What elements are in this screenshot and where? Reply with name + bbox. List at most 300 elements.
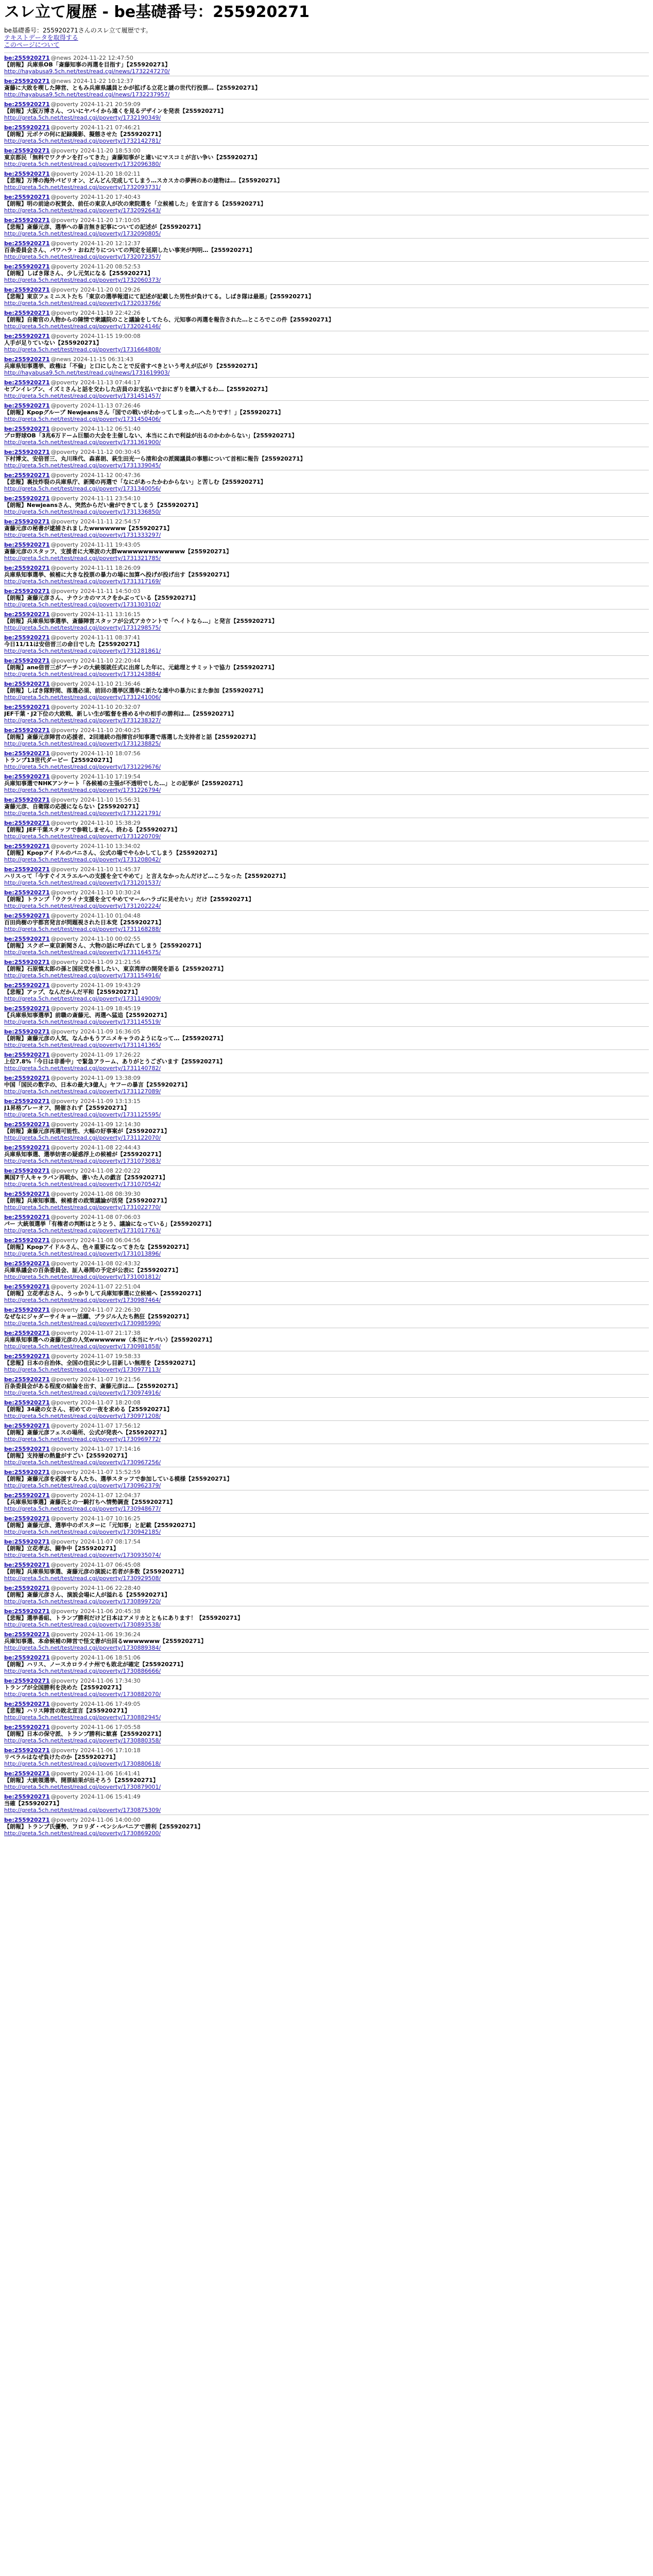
thread-title: 【朗報】34歳の女さん、初めての一夜を求める【255920271】: [4, 1406, 173, 1413]
be-id-link[interactable]: be:255920271: [4, 1469, 50, 1476]
be-id-link[interactable]: be:255920271: [4, 518, 50, 525]
be-id-link[interactable]: be:255920271: [4, 1237, 50, 1244]
be-id-link[interactable]: be:255920271: [4, 1446, 50, 1452]
thread-url-link[interactable]: http://greta.5ch.net/test/read.cgi/poverty/1730942185/: [4, 1529, 161, 1535]
be-id-link[interactable]: be:255920271: [4, 1770, 50, 1777]
thread-title: 兵庫県知事選、選挙妨害の疑惑浮上の候補が【255920271】: [4, 1151, 164, 1158]
be-id-link[interactable]: be:255920271: [4, 773, 50, 780]
entry-header: [4, 1631, 649, 1638]
thread-url-link[interactable]: http://greta.5ch.net/test/read.cgi/poverty/1730899720/: [4, 1598, 161, 1605]
post-date: 2024-11-10 20:40:25: [80, 727, 141, 734]
be-id-link[interactable]: be:255920271: [4, 1283, 50, 1290]
thread-title: 人手が足りていない【255920271】: [4, 340, 102, 346]
list-item: [4, 1444, 649, 1467]
list-item: [4, 261, 649, 284]
be-id-link[interactable]: be:255920271: [4, 1654, 50, 1661]
be-id-link[interactable]: be:255920271: [4, 588, 50, 595]
be-id-link[interactable]: be:255920271: [4, 750, 50, 757]
thread-url-link[interactable]: http://greta.5ch.net/test/read.cgi/poverty/1731336850/: [4, 509, 161, 515]
thread-title: 興国7千人キャラバン再戦か、書いた人の戯言【255920271】: [4, 1174, 168, 1181]
be-id-link[interactable]: be:255920271: [4, 1562, 50, 1568]
thread-url-link[interactable]: http://greta.5ch.net/test/read.cgi/poverty/1731220709/: [4, 833, 161, 840]
thread-url-link[interactable]: http://greta.5ch.net/test/read.cgi/poverty/1732190349/: [4, 114, 161, 121]
thread-title: 【朗報】しばき隊野間、落選必須、前回の選挙区選挙に新たな連中の暴力にまた参加【255920271】: [4, 687, 266, 694]
thread-url-link[interactable]: http://greta.5ch.net/test/read.cgi/poverty/1731229676/: [4, 764, 161, 770]
be-id-link[interactable]: be:255920271: [4, 263, 50, 270]
list-item: [4, 122, 649, 145]
be-id-link[interactable]: be:255920271: [4, 982, 50, 989]
thread-list: [4, 53, 649, 1838]
board-name: @poverty: [50, 1677, 78, 1684]
post-date: 2024-11-20 08:52:53: [80, 263, 141, 270]
list-item: [4, 1768, 649, 1791]
list-item: [4, 1351, 649, 1374]
be-id-link[interactable]: be:255920271: [4, 1330, 50, 1336]
thread-url-link[interactable]: http://greta.5ch.net/test/read.cgi/poverty/1730971208/: [4, 1413, 161, 1419]
list-item: [4, 1467, 649, 1490]
thread-title: 【朗報】石原慎太郎の孫と国民党を推したい、東京湾岸の開発を語る【255920271】: [4, 965, 227, 972]
entry-header: [4, 1446, 649, 1452]
thread-title: 【朗報】元ボケの何に記録撮影、擬態させた【255920271】: [4, 131, 164, 138]
thread-url-link[interactable]: http://greta.5ch.net/test/read.cgi/poverty/1731073083/: [4, 1158, 161, 1164]
thread-url-link[interactable]: http://greta.5ch.net/test/read.cgi/poverty/1731317169/: [4, 578, 161, 585]
thread-title: 兵庫知事選、本命候補の陣営で怪文書が出回るwwwwwww【255920271】: [4, 1638, 207, 1645]
be-id-link[interactable]: be:255920271: [4, 1399, 50, 1406]
be-id-link[interactable]: be:255920271: [4, 727, 50, 734]
post-date: 2024-11-07 17:14:16: [80, 1446, 141, 1452]
board-name: @poverty: [50, 843, 78, 850]
thread-url-link[interactable]: http://greta.5ch.net/test/read.cgi/poverty/1731164575/: [4, 949, 161, 956]
post-date: 2024-11-21 07:46:21: [80, 124, 141, 131]
entry-header: [4, 796, 649, 803]
thread-title: 【朗報】斎藤元彦フェスの場所、公式が発表へ【255920271】: [4, 1429, 170, 1436]
be-id-link[interactable]: be:255920271: [4, 959, 50, 965]
entry-header: [4, 495, 649, 502]
thread-url-link[interactable]: http://greta.5ch.net/test/read.cgi/poverty/1730929508/: [4, 1575, 161, 1582]
thread-url-link[interactable]: http://greta.5ch.net/test/read.cgi/poverty/1731281861/: [4, 648, 161, 654]
board-name: @poverty: [50, 1608, 78, 1615]
thread-url-link[interactable]: http://hayabusa9.5ch.net/test/read.cgi/news/1731619903/: [4, 369, 170, 376]
thread-title: 【朗報】トランプ「ウクライナ支援を全てやめてマールハラゴに見せたい」だけ【255920271】: [4, 896, 254, 903]
thread-url-link[interactable]: http://greta.5ch.net/test/read.cgi/poverty/1731339045/: [4, 462, 161, 469]
be-id-link[interactable]: be:255920271: [4, 1098, 50, 1105]
be-id-link[interactable]: be:255920271: [4, 1167, 50, 1174]
thread-url-link[interactable]: http://greta.5ch.net/test/read.cgi/poverty/1731168288/: [4, 926, 161, 933]
post-date: 2024-11-10 18:07:56: [80, 750, 141, 757]
be-id-link[interactable]: be:255920271: [4, 541, 50, 548]
be-id-link[interactable]: be:255920271: [4, 333, 50, 340]
post-date: 2024-11-10 11:45:37: [80, 866, 141, 873]
thread-url-link[interactable]: http://greta.5ch.net/test/read.cgi/poverty/1731127089/: [4, 1088, 161, 1095]
entry-header: [4, 820, 649, 826]
thread-title: 【朗報】斎藤元彦、選挙中のポスターに「元知事」と記載【255920271】: [4, 1522, 198, 1529]
board-name: @poverty: [50, 240, 78, 247]
be-id-link[interactable]: be:255920271: [4, 310, 50, 316]
post-date: 2024-11-09 21:21:56: [80, 959, 141, 965]
thread-title: 斎藤元彦、自衛隊の応援にならない【255920271】: [4, 803, 142, 810]
thread-url-link[interactable]: http://greta.5ch.net/test/read.cgi/poverty/1731303102/: [4, 601, 161, 608]
thread-url-link[interactable]: http://greta.5ch.net/test/read.cgi/poverty/1730985990/: [4, 1320, 161, 1327]
be-id-link[interactable]: be:255920271: [4, 1376, 50, 1383]
entry-header: [4, 78, 649, 84]
list-item: [4, 841, 649, 864]
thread-url-link[interactable]: http://greta.5ch.net/test/read.cgi/poverty/1732093731/: [4, 184, 161, 191]
be-id-link[interactable]: be:255920271: [4, 217, 50, 224]
thread-url-link[interactable]: http://greta.5ch.net/test/read.cgi/poverty/1730969772/: [4, 1436, 161, 1443]
entry-header: [4, 1353, 649, 1360]
be-id-link[interactable]: be:255920271: [4, 1793, 50, 1800]
board-name: @poverty: [50, 704, 78, 710]
be-id-link[interactable]: be:255920271: [4, 472, 50, 479]
board-name: @poverty: [50, 1562, 78, 1568]
be-id-link[interactable]: be:255920271: [4, 1585, 50, 1591]
board-name: @poverty: [50, 472, 78, 479]
be-id-link[interactable]: be:255920271: [4, 1724, 50, 1731]
thread-url-link[interactable]: http://greta.5ch.net/test/read.cgi/poverty/1731208042/: [4, 856, 161, 863]
list-item: [4, 771, 649, 794]
entry-header: [4, 1469, 649, 1476]
thread-url-link[interactable]: http://greta.5ch.net/test/read.cgi/poverty/1730882945/: [4, 1714, 161, 1721]
thread-url-link[interactable]: http://greta.5ch.net/test/read.cgi/poverty/1732024146/: [4, 323, 161, 330]
thread-url-link[interactable]: http://greta.5ch.net/test/read.cgi/poverty/1731125595/: [4, 1111, 161, 1118]
about-page-link[interactable]: このページについて: [4, 41, 60, 48]
thread-url-link[interactable]: http://greta.5ch.net/test/read.cgi/poverty/1731154916/: [4, 972, 161, 979]
board-name: @poverty: [50, 588, 78, 595]
thread-title: 【朗報】大統領選挙、開票結果が出そろう【255920271】: [4, 1777, 159, 1784]
post-date: 2024-11-06 20:45:38: [80, 1608, 141, 1615]
be-id-link[interactable]: be:255920271: [4, 171, 50, 177]
list-item: [4, 192, 649, 215]
be-id-link[interactable]: be:255920271: [4, 1492, 50, 1499]
thread-title: 【朗報】立花孝志さん、うっかりして兵庫知事選に立候補へ【255920271】: [4, 1290, 204, 1297]
list-item: [4, 1606, 649, 1629]
thread-url-link[interactable]: http://greta.5ch.net/test/read.cgi/poverty/1731013896/: [4, 1250, 161, 1257]
thread-title: 【悲報】アップ、なんだかんだ平和【255920271】: [4, 989, 141, 995]
thread-url-link[interactable]: http://greta.5ch.net/test/read.cgi/poverty/1731340056/: [4, 485, 161, 492]
be-id-link[interactable]: be:255920271: [4, 1214, 50, 1221]
thread-title: 【朗報】兵庫県知事選挙、斎藤陣営スタッフが公式アカウントで「ヘイトなら…」と発言【255920271】: [4, 618, 278, 624]
thread-url-link[interactable]: http://greta.5ch.net/test/read.cgi/poverty/1732142781/: [4, 138, 161, 144]
list-item: [4, 1791, 649, 1815]
thread-url-link[interactable]: http://greta.5ch.net/test/read.cgi/poverty/1730880358/: [4, 1737, 161, 1744]
thread-title: トランプが全国勝利を決めた【255920271】: [4, 1684, 125, 1691]
list-item: [4, 1142, 649, 1165]
entry-header: [4, 843, 649, 850]
list-item: [4, 76, 649, 99]
entry-header: [4, 426, 649, 432]
post-date: 2024-11-07 18:20:08: [80, 1399, 141, 1406]
thread-url-link[interactable]: http://greta.5ch.net/test/read.cgi/poverty/1731145519/: [4, 1019, 161, 1025]
thread-title: 【朗報】兵庫県知事選、斎藤元彦の演説に若者が多数【255920271】: [4, 1568, 187, 1575]
post-date: 2024-11-06 22:28:40: [80, 1585, 141, 1591]
entry-header: [4, 1167, 649, 1174]
list-item: [4, 1815, 649, 1838]
post-date: 2024-11-20 17:10:05: [80, 217, 141, 224]
board-name: @poverty: [50, 217, 78, 224]
be-id-link[interactable]: be:255920271: [4, 912, 50, 919]
be-id-link[interactable]: be:255920271: [4, 1817, 50, 1823]
be-id-link[interactable]: be:255920271: [4, 240, 50, 247]
list-item: [4, 1258, 649, 1281]
post-date: 2024-11-09 18:45:19: [80, 1005, 141, 1012]
thread-title: 【朗報】斎藤元彦を応援する人たち、選挙スタッフで参加している模様【255920271】: [4, 1476, 233, 1482]
entry-header: [4, 611, 649, 618]
thread-title: 【朗報】しばき隊さん、少し元気になる【255920271】: [4, 270, 153, 277]
post-date: 2024-11-08 08:39:30: [80, 1191, 141, 1197]
post-date: 2024-11-07 22:51:04: [80, 1283, 141, 1290]
entry-header: [4, 1492, 649, 1499]
be-id-link[interactable]: be:255920271: [4, 1677, 50, 1684]
list-item: [4, 1629, 649, 1652]
be-id-link[interactable]: be:255920271: [4, 1631, 50, 1638]
thread-url-link[interactable]: http://greta.5ch.net/test/read.cgi/poverty/1731149009/: [4, 995, 161, 1002]
be-id-link[interactable]: be:255920271: [4, 866, 50, 873]
be-id-link[interactable]: be:255920271: [4, 634, 50, 641]
thread-title: トランプ13世代ダービー【255920271】: [4, 757, 115, 764]
thread-url-link[interactable]: http://greta.5ch.net/test/read.cgi/poverty/1732060373/: [4, 277, 161, 283]
board-name: @poverty: [50, 1144, 78, 1151]
thread-url-link[interactable]: http://greta.5ch.net/test/read.cgi/poverty/1731333297/: [4, 532, 161, 538]
be-id-link[interactable]: be:255920271: [4, 449, 50, 455]
thread-url-link[interactable]: http://greta.5ch.net/test/read.cgi/poverty/1731201537/: [4, 879, 161, 886]
thread-title: 兵庫県知事選への斎藤元彦の人気wwwwwww（本当にヤバい）【255920271】: [4, 1336, 215, 1343]
list-item: [4, 1073, 649, 1096]
be-id-link[interactable]: be:255920271: [4, 820, 50, 826]
be-id-link[interactable]: be:255920271: [4, 1701, 50, 1707]
list-item: [4, 1536, 649, 1560]
thread-url-link[interactable]: http://greta.5ch.net/test/read.cgi/poverty/1731017763/: [4, 1227, 161, 1234]
entry-header: [4, 889, 649, 896]
be-id-link[interactable]: be:255920271: [4, 889, 50, 896]
be-id-link[interactable]: be:255920271: [4, 1515, 50, 1522]
board-name: @poverty: [50, 1515, 78, 1522]
post-date: 2024-11-20 12:12:37: [80, 240, 141, 247]
post-date: 2024-11-07 10:16:25: [80, 1515, 141, 1522]
thread-title: 百条委員会さん、パワハラ・おねだりについての判定を延期したい事実が判明…【255920271】: [4, 247, 255, 253]
be-id-link[interactable]: be:255920271: [4, 1307, 50, 1313]
thread-title: 【朗報】ハリス、ノースカロライナ州でも敗北が確定【255920271】: [4, 1661, 186, 1668]
be-id-link[interactable]: be:255920271: [4, 356, 50, 363]
thread-title: 中国「国民の数字の、日本の最大3億人」ヤフーの暴言【255920271】: [4, 1081, 191, 1088]
thread-url-link[interactable]: http://greta.5ch.net/test/read.cgi/poverty/1731361900/: [4, 439, 161, 446]
be-id-link[interactable]: be:255920271: [4, 379, 50, 386]
post-date: 2024-11-13 07:26:46: [80, 402, 141, 409]
thread-url-link[interactable]: http://greta.5ch.net/test/read.cgi/poverty/1731451457/: [4, 393, 161, 399]
be-id-link[interactable]: be:255920271: [4, 55, 50, 61]
thread-url-link[interactable]: http://greta.5ch.net/test/read.cgi/poverty/1731202224/: [4, 903, 161, 909]
be-id-link[interactable]: be:255920271: [4, 1144, 50, 1151]
entry-header: [4, 565, 649, 571]
board-name: @poverty: [50, 263, 78, 270]
thread-url-link[interactable]: http://greta.5ch.net/test/read.cgi/poverty/1732096380/: [4, 161, 161, 167]
entry-header: [4, 750, 649, 757]
entry-header: [4, 1330, 649, 1336]
board-name: @poverty: [50, 541, 78, 548]
be-id-link[interactable]: be:255920271: [4, 194, 50, 200]
post-date: 2024-11-07 19:21:56: [80, 1376, 141, 1383]
list-item: [4, 1722, 649, 1745]
entry-header: [4, 379, 649, 386]
list-item: [4, 1119, 649, 1142]
thread-url-link[interactable]: http://greta.5ch.net/test/read.cgi/poverty/1731221791/: [4, 810, 161, 817]
thread-url-link[interactable]: http://greta.5ch.net/test/read.cgi/poverty/1731450406/: [4, 416, 161, 422]
be-id-link[interactable]: be:255920271: [4, 1353, 50, 1360]
be-id-link[interactable]: be:255920271: [4, 1191, 50, 1197]
be-id-link[interactable]: be:255920271: [4, 402, 50, 409]
thread-url-link[interactable]: http://greta.5ch.net/test/read.cgi/poverty/1730880618/: [4, 1760, 161, 1767]
thread-url-link[interactable]: http://greta.5ch.net/test/read.cgi/poverty/1730962379/: [4, 1482, 161, 1489]
thread-url-link[interactable]: http://hayabusa9.5ch.net/test/read.cgi/news/1732237957/: [4, 91, 170, 98]
entry-header: [4, 1005, 649, 1012]
be-id-link[interactable]: be:255920271: [4, 78, 50, 84]
be-id-link[interactable]: be:255920271: [4, 1608, 50, 1615]
post-date: 2024-11-06 17:49:05: [80, 1701, 141, 1707]
entry-header: [4, 1817, 649, 1823]
thread-url-link[interactable]: http://greta.5ch.net/test/read.cgi/poverty/1730869200/: [4, 1830, 161, 1837]
thread-url-link[interactable]: http://greta.5ch.net/test/read.cgi/poverty/1730886666/: [4, 1668, 161, 1674]
thread-title: JEF千葉・J2下位の大敗戦、新しい生が監督を務める中の相手の勝利は…【255920271】: [4, 710, 237, 717]
thread-url-link[interactable]: http://greta.5ch.net/test/read.cgi/poverty/1731243884/: [4, 671, 161, 677]
be-id-link[interactable]: be:255920271: [4, 426, 50, 432]
thread-title: 今日11/11は安倍晋三の命日でした【255920271】: [4, 641, 143, 648]
thread-url-link[interactable]: http://greta.5ch.net/test/read.cgi/poverty/1731298575/: [4, 624, 161, 631]
be-id-link[interactable]: be:255920271: [4, 1005, 50, 1012]
be-id-link[interactable]: be:255920271: [4, 1747, 50, 1754]
list-item: [4, 99, 649, 122]
thread-url-link[interactable]: http://greta.5ch.net/test/read.cgi/poverty/1730889384/: [4, 1645, 161, 1651]
post-date: 2024-11-07 19:58:33: [80, 1353, 141, 1360]
text-data-link[interactable]: テキストデータを取得する: [4, 34, 78, 41]
thread-title: 兵庫県知事選挙、候補に大きな投票の暴力の場に加算へ投げが投げ出す【255920271】: [4, 571, 232, 578]
post-date: 2024-11-09 19:43:29: [80, 982, 141, 989]
thread-url-link[interactable]: http://greta.5ch.net/test/read.cgi/poverty/1731141365/: [4, 1042, 161, 1048]
board-name: @poverty: [50, 1422, 78, 1429]
post-date: 2024-11-06 19:36:24: [80, 1631, 141, 1638]
board-name: @poverty: [50, 750, 78, 757]
thread-title: 【悲報】裏技炸裂の兵庫県庁、新聞の再選で「なにがあったかわからない」と苦しむ【255920271】: [4, 479, 266, 485]
board-name: @news: [50, 55, 72, 61]
thread-url-link[interactable]: http://greta.5ch.net/test/read.cgi/poverty/1731122070/: [4, 1134, 161, 1141]
be-id-link[interactable]: be:255920271: [4, 704, 50, 710]
be-id-link[interactable]: be:255920271: [4, 124, 50, 131]
thread-url-link[interactable]: http://greta.5ch.net/test/read.cgi/poverty/1732033766/: [4, 300, 161, 307]
thread-title: 【朗報】Newjeansさん、突然からだい歯ができてしまう【255920271】: [4, 502, 201, 509]
thread-url-link[interactable]: http://greta.5ch.net/test/read.cgi/poverty/1731321785/: [4, 555, 161, 562]
thread-url-link[interactable]: http://greta.5ch.net/test/read.cgi/poverty/1730948677/: [4, 1505, 161, 1512]
list-item: [4, 470, 649, 493]
post-date: 2024-11-20 01:29:26: [80, 286, 141, 293]
thread-url-link[interactable]: http://greta.5ch.net/test/read.cgi/poverty/1730879001/: [4, 1784, 161, 1790]
be-id-link[interactable]: be:255920271: [4, 681, 50, 687]
list-item: [4, 679, 649, 702]
board-name: @poverty: [50, 147, 78, 154]
be-id-link[interactable]: be:255920271: [4, 147, 50, 154]
be-id-link[interactable]: be:255920271: [4, 101, 50, 108]
be-id-link[interactable]: be:255920271: [4, 286, 50, 293]
post-date: 2024-11-10 15:56:31: [80, 796, 141, 803]
post-date: 2024-11-07 17:56:12: [80, 1422, 141, 1429]
thread-url-link[interactable]: http://greta.5ch.net/test/read.cgi/poverty/1731226794/: [4, 787, 161, 793]
be-id-link[interactable]: be:255920271: [4, 843, 50, 850]
thread-title: 当確【255920271】: [4, 1800, 62, 1807]
thread-url-link[interactable]: http://greta.5ch.net/test/read.cgi/poverty/1731238327/: [4, 717, 161, 724]
post-date: 2024-11-22 10:12:37: [73, 78, 133, 84]
be-id-link[interactable]: be:255920271: [4, 796, 50, 803]
thread-title: 兵庫知事選でNHKアンケート「各候補の主張が不透明でした…」との記事が【255920271】: [4, 780, 246, 787]
thread-url-link[interactable]: http://greta.5ch.net/test/read.cgi/poverty/1732090805/: [4, 230, 161, 237]
be-id-link[interactable]: be:255920271: [4, 1260, 50, 1267]
thread-url-link[interactable]: http://greta.5ch.net/test/read.cgi/poverty/1731140782/: [4, 1065, 161, 1072]
thread-url-link[interactable]: http://greta.5ch.net/test/read.cgi/poverty/1730893538/: [4, 1621, 161, 1628]
be-id-link[interactable]: be:255920271: [4, 657, 50, 664]
be-id-link[interactable]: be:255920271: [4, 565, 50, 571]
post-date: 2024-11-21 20:59:09: [80, 101, 141, 108]
thread-url-link[interactable]: http://greta.5ch.net/test/read.cgi/poverty/1730981858/: [4, 1343, 161, 1350]
post-date: 2024-11-07 21:17:38: [80, 1330, 141, 1336]
board-name: @poverty: [50, 1098, 78, 1105]
thread-url-link[interactable]: http://greta.5ch.net/test/read.cgi/poverty/1730977113/: [4, 1366, 161, 1373]
be-id-link[interactable]: be:255920271: [4, 1121, 50, 1128]
thread-url-link[interactable]: http://greta.5ch.net/test/read.cgi/poverty/1730935074/: [4, 1552, 161, 1558]
thread-url-link[interactable]: http://greta.5ch.net/test/read.cgi/poverty/1730974916/: [4, 1389, 161, 1396]
thread-url-link[interactable]: http://greta.5ch.net/test/read.cgi/poverty/1731664808/: [4, 346, 161, 353]
board-name: @poverty: [50, 1793, 78, 1800]
list-item: [4, 586, 649, 609]
list-item: [4, 864, 649, 887]
thread-url-link[interactable]: http://greta.5ch.net/test/read.cgi/poverty/1730875309/: [4, 1807, 161, 1814]
thread-title: 【朗報】斎藤元彦陣営の応援者、2回連続の指揮官が知事選で落選した支持者と話【255920271】: [4, 734, 259, 740]
thread-url-link[interactable]: http://greta.5ch.net/test/read.cgi/poverty/1730987464/: [4, 1297, 161, 1303]
thread-url-link[interactable]: http://greta.5ch.net/test/read.cgi/poverty/1731241006/: [4, 694, 161, 701]
thread-url-link[interactable]: http://greta.5ch.net/test/read.cgi/poverty/1731070542/: [4, 1181, 161, 1188]
be-id-link[interactable]: be:255920271: [4, 936, 50, 942]
list-item: [4, 1212, 649, 1235]
thread-url-link[interactable]: http://greta.5ch.net/test/read.cgi/poverty/1732092643/: [4, 207, 161, 214]
entry-header: [4, 263, 649, 270]
thread-url-link[interactable]: http://greta.5ch.net/test/read.cgi/poverty/1730882070/: [4, 1691, 161, 1698]
entry-header: [4, 1052, 649, 1058]
list-item: [4, 1583, 649, 1606]
list-item: [4, 1096, 649, 1119]
thread-url-link[interactable]: http://greta.5ch.net/test/read.cgi/poverty/1731022770/: [4, 1204, 161, 1211]
entry-header: [4, 55, 649, 61]
post-date: 2024-11-19 22:42:26: [80, 310, 141, 316]
thread-url-link[interactable]: http://greta.5ch.net/test/read.cgi/poverty/1732072357/: [4, 253, 161, 260]
be-id-link[interactable]: be:255920271: [4, 1052, 50, 1058]
be-id-link[interactable]: be:255920271: [4, 611, 50, 618]
thread-url-link[interactable]: http://greta.5ch.net/test/read.cgi/poverty/1730967256/: [4, 1459, 161, 1466]
post-date: 2024-11-20 18:02:11: [80, 171, 141, 177]
board-name: @poverty: [50, 681, 78, 687]
thread-url-link[interactable]: http://hayabusa9.5ch.net/test/read.cgi/news/1732247270/: [4, 68, 170, 75]
be-id-link[interactable]: be:255920271: [4, 1538, 50, 1545]
thread-title: プロ野球OB「3兆6万ドーム巨額の大会を主催しない、本当にこれで利益が出るのかわからない」【255920271】: [4, 432, 298, 439]
post-date: 2024-11-12 00:47:36: [80, 472, 141, 479]
be-id-link[interactable]: be:255920271: [4, 1028, 50, 1035]
thread-url-link[interactable]: http://greta.5ch.net/test/read.cgi/poverty/1731001812/: [4, 1274, 161, 1280]
entry-header: [4, 773, 649, 780]
post-date: 2024-11-11 23:54:10: [80, 495, 141, 502]
be-id-link[interactable]: be:255920271: [4, 1075, 50, 1081]
be-id-link[interactable]: be:255920271: [4, 495, 50, 502]
list-item: [4, 887, 649, 910]
board-name: @poverty: [50, 959, 78, 965]
be-id-link[interactable]: be:255920271: [4, 1422, 50, 1429]
thread-url-link[interactable]: http://greta.5ch.net/test/read.cgi/poverty/1731238825/: [4, 740, 161, 747]
list-item: [4, 1165, 649, 1189]
thread-title: 【悲報】東京フェミニストたち「東京の選挙報道にて記述が記載した男性が負けてる。しばき隊は最悪」【255920271】: [4, 293, 314, 300]
board-name: @poverty: [50, 101, 78, 108]
